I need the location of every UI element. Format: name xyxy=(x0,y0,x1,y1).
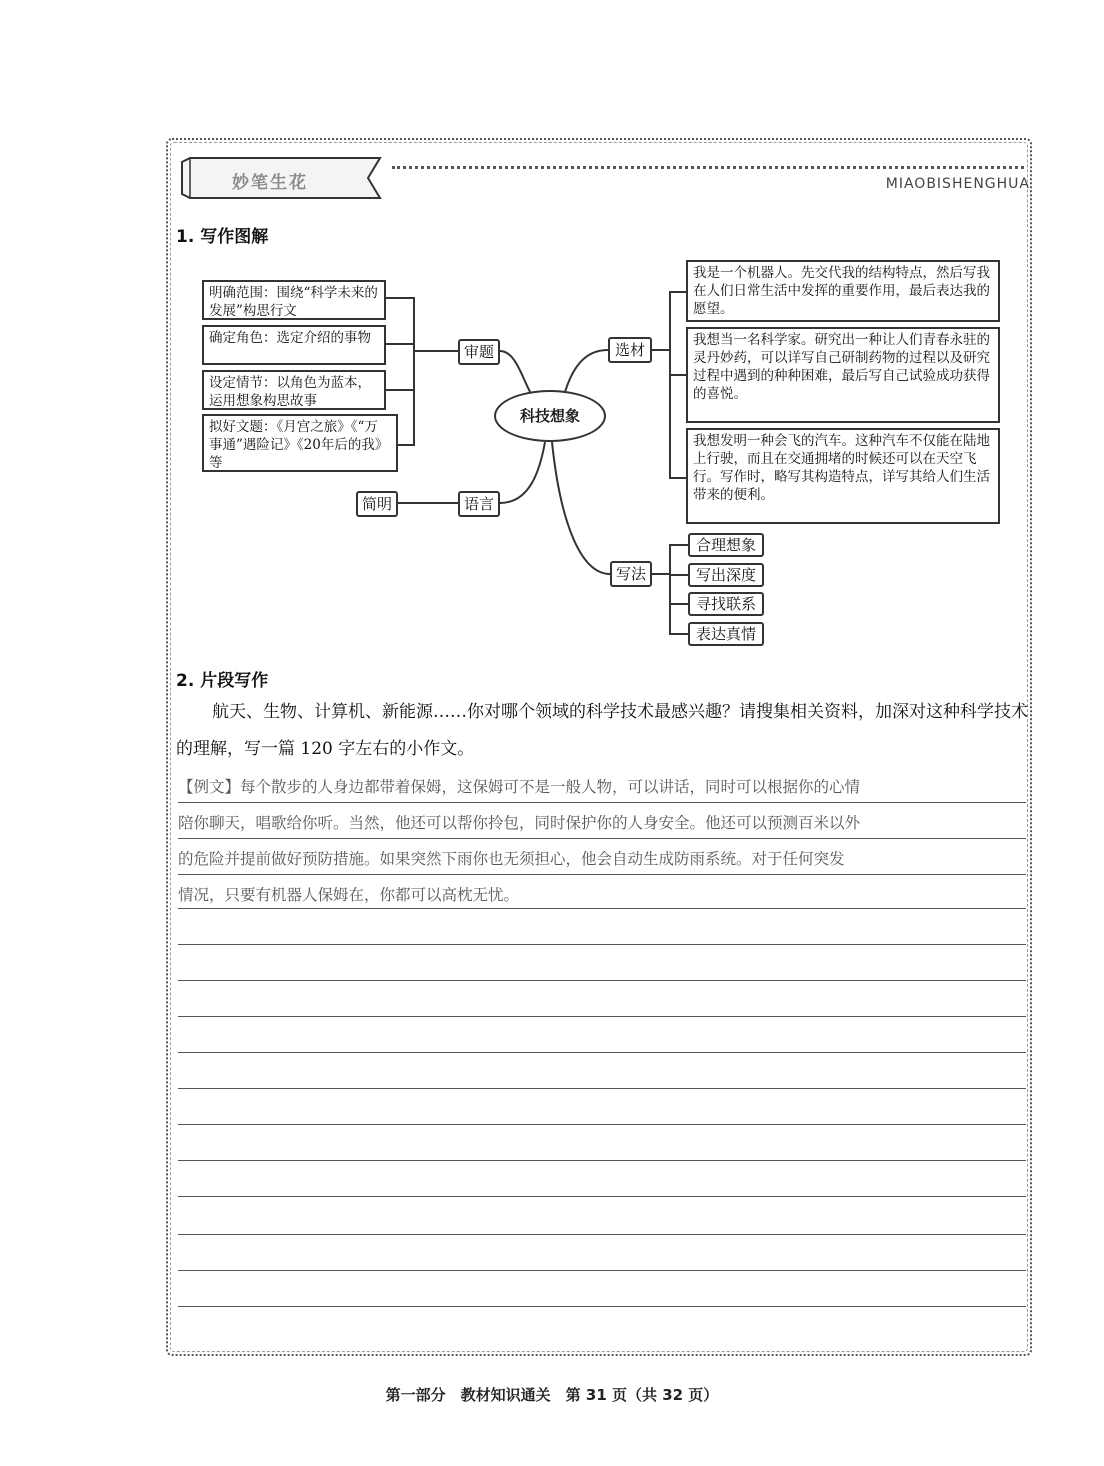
writing-line[interactable] xyxy=(178,1270,1026,1271)
writing-line[interactable] xyxy=(178,1196,1026,1197)
shenti-item-1: 明确范围：围绕“科学未来的发展”构思行文 xyxy=(202,280,386,320)
section2-title: 2. 片段写作 xyxy=(176,671,269,691)
section1-title: 1. 写作图解 xyxy=(176,227,269,247)
section2-prompt: 航天、生物、计算机、新能源……你对哪个领域的科学技术最感兴趣？请搜集相关资料，加深对这种科学技术的理解，写一篇 120 字左右的小作文。 xyxy=(176,702,1028,759)
banner-title: 妙笔生花 xyxy=(232,173,308,193)
xiefa-node: 写法 xyxy=(610,561,652,587)
xuancai-item-1: 我是一个机器人。先交代我的结构特点，然后写我在人们日常生活中发挥的重要作用，最后表达我的愿望。 xyxy=(686,260,1000,322)
sample-line-4: 情况，只要有机器人保姆在，你都可以高枕无忧。 xyxy=(178,886,520,904)
mindmap-center: 科技想象 xyxy=(494,390,606,442)
shenti-item-2: 确定角色：选定介绍的事物 xyxy=(202,325,386,365)
shenti-item-4: 拟好文题：《月宫之旅》《“万事通”遇险记》《20年后的我》等 xyxy=(202,414,398,472)
xiefa-item-3: 寻找联系 xyxy=(688,592,764,616)
header-pinyin: MIAOBISHENGHUA xyxy=(885,176,1030,192)
shenti-node: 审题 xyxy=(458,339,500,365)
sample-line-1: 【例文】每个散步的人身边都带着保姆，这保姆可不是一般人物，可以讲话，同时可以根据你的心情 xyxy=(178,778,861,796)
sample-line-3: 的危险并提前做好预防措施。如果突然下雨你也无须担心，他会自动生成防雨系统。对于任何突发 xyxy=(178,850,845,868)
writing-line[interactable] xyxy=(178,1234,1026,1235)
xuancai-node: 选材 xyxy=(608,337,652,363)
writing-line[interactable] xyxy=(178,874,1026,875)
sample-line-2: 陪你聊天，唱歌给你听。当然，他还可以帮你拎包，同时保护你的人身安全。他还可以预测百米以外 xyxy=(178,814,861,832)
xiefa-item-2: 写出深度 xyxy=(688,563,764,587)
writing-line[interactable] xyxy=(178,944,1026,945)
writing-line[interactable] xyxy=(178,802,1026,803)
shenti-item-3: 设定情节：以角色为蓝本，运用想象构思故事 xyxy=(202,370,386,410)
xuancai-item-2: 我想当一名科学家。研究出一种让人们青春永驻的灵丹妙药，可以详写自己研制药物的过程以及研究过程中遇到的种种困难，最后写自己试验成功获得的喜悦。 xyxy=(686,327,1000,423)
writing-line[interactable] xyxy=(178,838,1026,839)
xuancai-item-3: 我想发明一种会飞的汽车。这种汽车不仅能在陆地上行驶，而且在交通拥堵的时候还可以在天空飞行。写作时，略写其构造特点，详写其给人们生活带来的便利。 xyxy=(686,428,1000,524)
writing-line[interactable] xyxy=(178,980,1026,981)
writing-line[interactable] xyxy=(178,908,1026,909)
writing-line[interactable] xyxy=(178,1160,1026,1161)
writing-line[interactable] xyxy=(178,1088,1026,1089)
yuyan-item-1: 简明 xyxy=(356,491,398,517)
writing-line[interactable] xyxy=(178,1016,1026,1017)
writing-line[interactable] xyxy=(178,1306,1026,1307)
yuyan-node: 语言 xyxy=(458,491,500,517)
writing-line[interactable] xyxy=(178,1124,1026,1125)
page-footer: 第一部分 教材知识通关 第 31 页（共 32 页） xyxy=(385,1386,719,1404)
xiefa-item-4: 表达真情 xyxy=(688,622,764,646)
xiefa-item-1: 合理想象 xyxy=(688,533,764,557)
writing-line[interactable] xyxy=(178,1052,1026,1053)
